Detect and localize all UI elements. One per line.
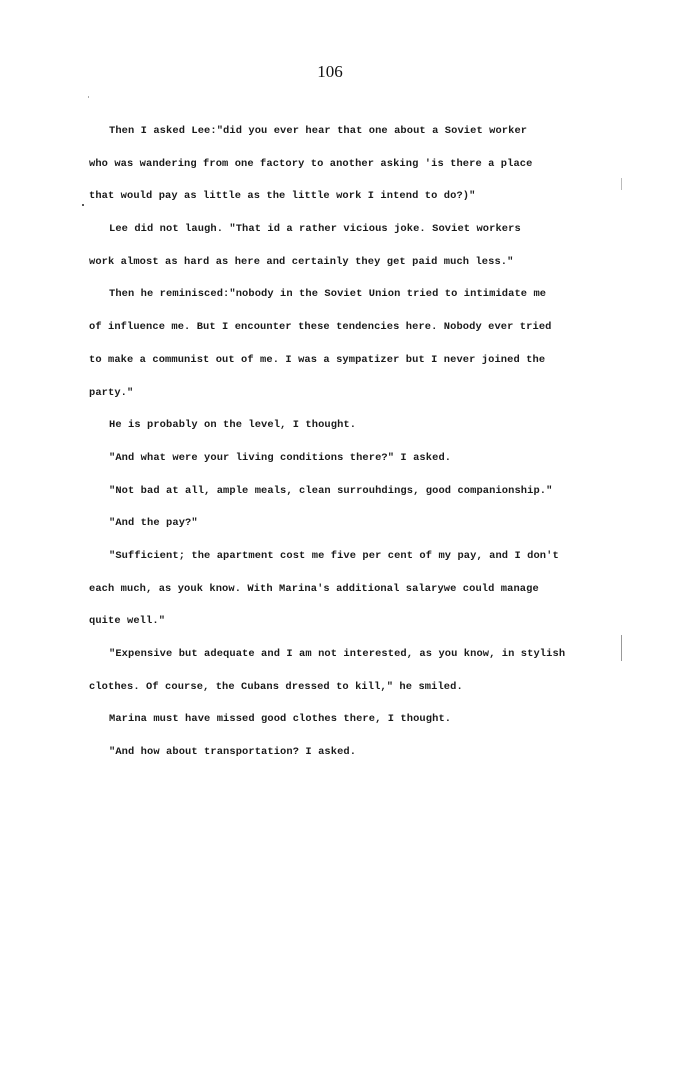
text-line: of influence me. But I encounter these tendencies here. Nobody ever tried: [89, 321, 552, 334]
text-line: He is probably on the level, I thought.: [109, 419, 357, 432]
text-line: quite well.": [89, 615, 166, 628]
scan-speck: [82, 204, 84, 206]
text-line: "Not bad at all, ample meals, clean surrouhdings, good companionship.": [109, 484, 553, 497]
text-line: each much, as youk know. With Marina's additional salarywe could manage: [89, 582, 539, 595]
text-line: Then I asked Lee:"did you ever hear that one about a Soviet worker: [109, 125, 528, 137]
scan-speck: [88, 96, 89, 98]
text-line: party.": [89, 386, 134, 399]
text-line: who was wandering from one factory to another asking 'is there a place: [89, 157, 533, 170]
text-line: work almost as hard as here and certainly they get paid much less.": [89, 255, 514, 268]
scan-margin-mark: [621, 178, 622, 190]
text-line: to make a communist out of me. I was a sympatizer but I never joined the: [89, 353, 546, 366]
page-number: 106: [317, 62, 343, 81]
text-line: Then he reminisced:"nobody in the Soviet Union tried to intimidate me: [109, 288, 547, 301]
text-line: "Expensive but adequate and I am not interested, as you know, in stylish: [109, 648, 566, 660]
scan-margin-mark: [621, 635, 622, 661]
text-line: "Sufficient; the apartment cost me five per cent of my pay, and I don't: [109, 549, 559, 562]
text-line: Marina must have missed good clothes there, I thought.: [109, 713, 452, 726]
text-line: Lee did not laugh. "That id a rather vicious joke. Soviet workers: [109, 223, 521, 236]
typed-body-text: [89, 115, 599, 769]
text-line: clothes. Of course, the Cubans dressed to kill," he smiled.: [89, 680, 463, 693]
text-line: that would pay as little as the little work I intend to do?)": [89, 190, 476, 203]
text-line: "And the pay?": [109, 517, 198, 530]
text-line: "And what were your living conditions there?" I asked.: [109, 451, 452, 464]
text-line: "And how about transportation? I asked.: [109, 746, 357, 759]
